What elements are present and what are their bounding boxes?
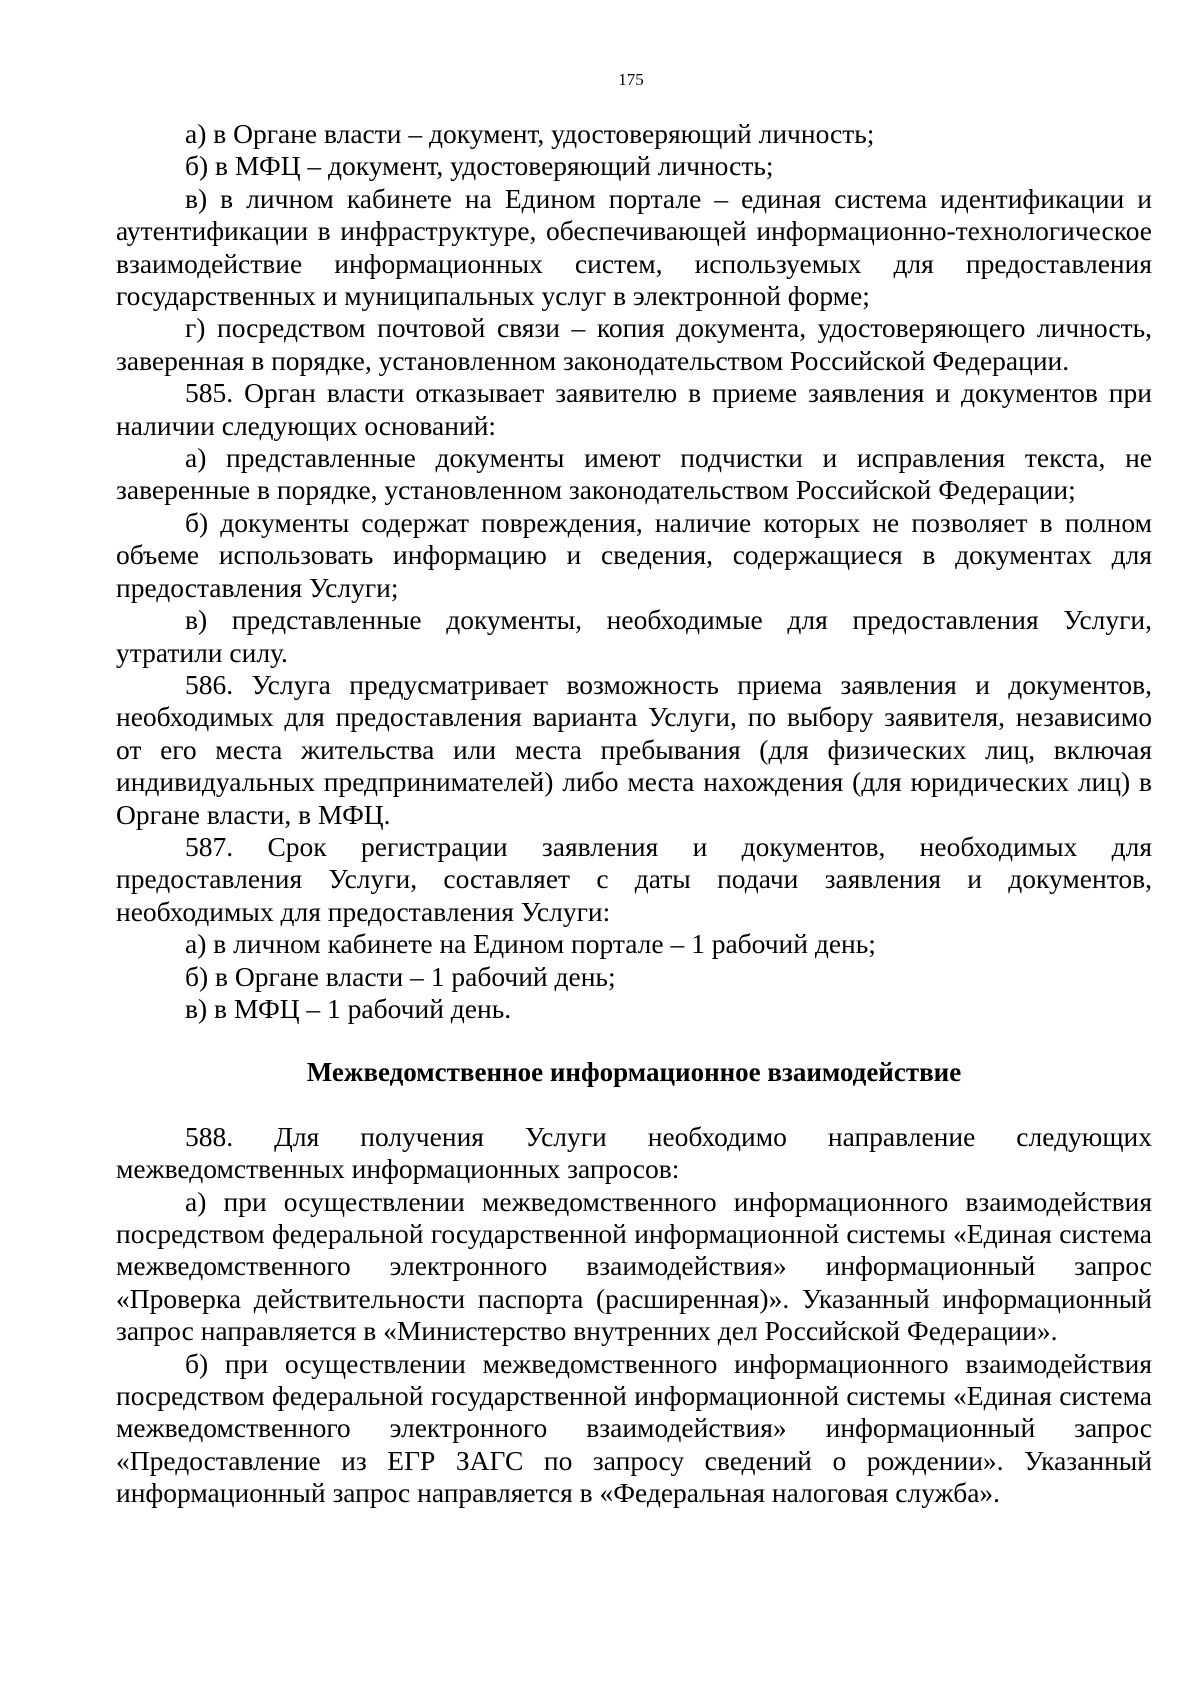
paragraph: б) в Органе власти – 1 рабочий день;: [185, 960, 616, 992]
paragraph: а) в Органе власти – документ, удостоверяющий личность;: [185, 118, 875, 149]
paragraph: а) при осуществлении межведомственного информационного взаимодействия посредством федеральной государственной информационной системы «Единая система межведомственного электронного взаимодействия» информационный запрос «Проверка действительности паспорта (расширенная)». Указанный информационный запрос направляется в «Министерство внутренних дел Российской Федерации».: [116, 1185, 1152, 1347]
paragraph: б) в МФЦ – документ, удостоверяющий личность;: [185, 150, 774, 182]
paragraph: в) представленные документы, необходимые для предоставления Услуги, утратили силу.: [116, 604, 1152, 668]
paragraph: б) документы содержат повреждения, наличие которых не позволяет в полном объеме использовать информацию и сведения, содержащиеся в документах для предоставления Услуги;: [116, 506, 1152, 603]
section-heading: Межведомственное информационное взаимодействие: [306, 1057, 962, 1088]
page-number: 175: [618, 70, 644, 89]
document-body: [116, 118, 1152, 1510]
paragraph: 588. Для получения Услуги необходимо направление следующих межведомственных информационных запросов:: [116, 1120, 1152, 1185]
paragraph: 586. Услуга предусматривает возможность приема заявления и документов, необходимых для предоставления варианта Услуги, по выбору заявителя, независимо от его места жительства или места пребывания (для физических лиц, включая индивидуальных предпринимателей) либо места нахождения (для юридических лиц) в Органе власти, в МФЦ.: [116, 668, 1152, 830]
paragraph: б) при осуществлении межведомственного информационного взаимодействия посредством федеральной государственной информационной системы «Единая система межведомственного электронного взаимодействия» информационный запрос «Предоставление из ЕГР ЗАГС по запросу сведений о рождении». Указанный информационный запрос направляется в «Федеральная налоговая служба».: [116, 1347, 1152, 1509]
paragraph: а) представленные документы имеют подчистки и исправления текста, не заверенные в порядке, установленном законодательством Российской Федерации;: [116, 442, 1152, 506]
paragraph: 585. Орган власти отказывает заявителю в приеме заявления и документов при наличии следующих оснований:: [116, 377, 1152, 441]
paragraph: а) в личном кабинете на Едином портале – 1 рабочий день;: [185, 928, 876, 960]
paragraph: в) в личном кабинете на Едином портале – единая система идентификации и аутентификации в инфраструктуре, обеспечивающей информационно-технологическое взаимодействие информационных систем, используемых для предоставления государственных и муниципальных услуг в электронной форме;: [116, 182, 1152, 312]
paragraph: 587. Срок регистрации заявления и документов, необходимых для предоставления Услуги, составляет с даты подачи заявления и документов, необходимых для предоставления Услуги:: [116, 830, 1152, 927]
paragraph: в) в МФЦ – 1 рабочий день.: [185, 992, 512, 1024]
paragraph: г) посредством почтовой связи – копия документа, удостоверяющего личность, заверенная в порядке, установленном законодательством Российской Федерации.: [116, 312, 1152, 376]
